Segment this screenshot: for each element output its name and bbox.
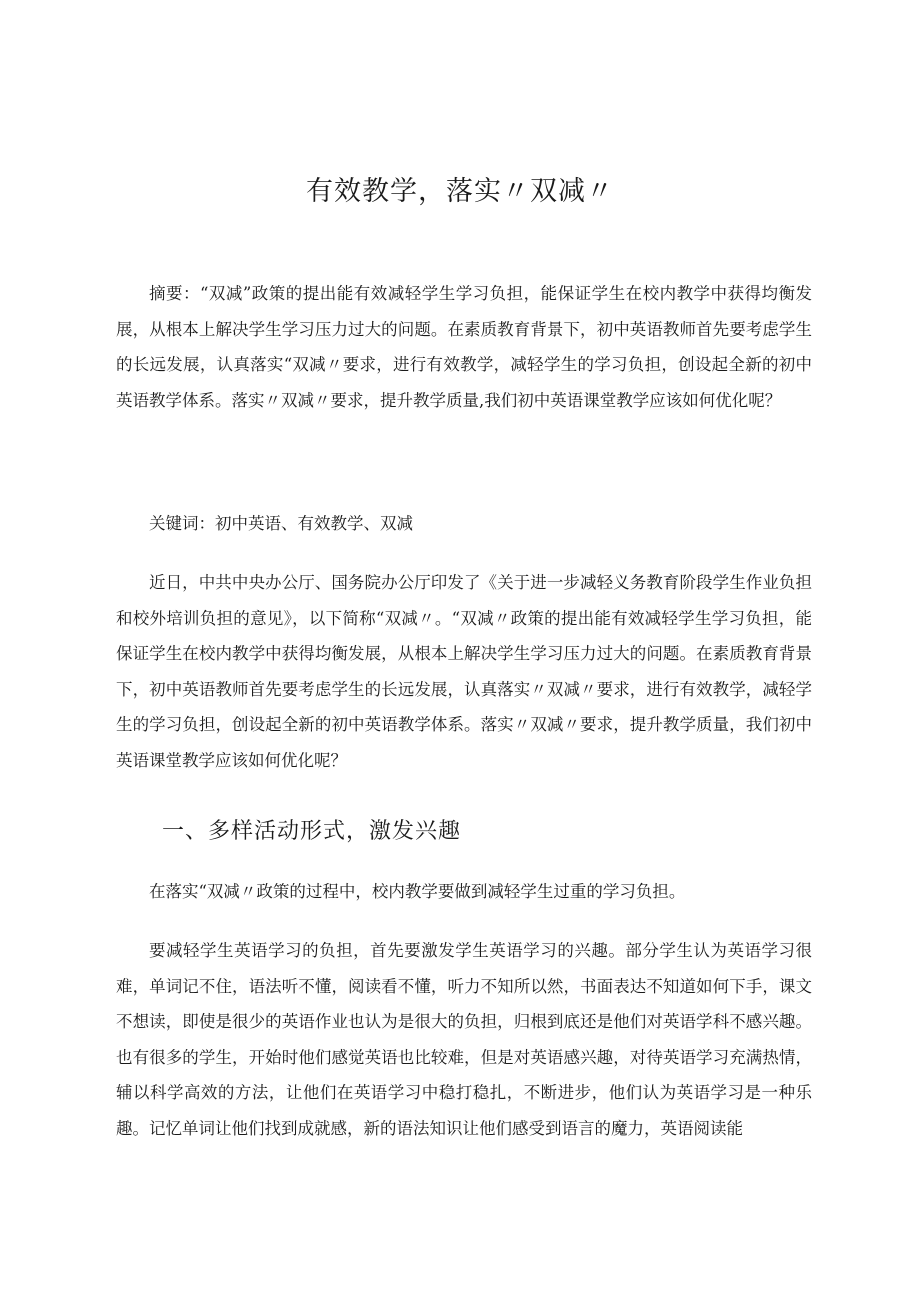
document-title: 有效教学，落实〃双减〃 (306, 176, 614, 207)
intro-paragraph: 近日，中共中央办公厅、国务院办公厅印发了《关于进一步减轻义务教育阶段学生作业负担和校外培训负担的意见》，以下简称“双减〃。“双减〃政策的提出能有效减轻学生学习负担，能保证学生在校内教学中获得均衡发展，从根本上解决学生学习压力过大的问题。在素质教育背景下，初中英语教师首先要考虑学生的长远发展，认真落实〃双减〃要求，进行有效教学，减轻学生的学习负担，创设起全新的初中英语教学体系。落实〃双减〃要求，提升教学质量，我们初中英语课堂教学应该如何优化呢？ (116, 573, 812, 770)
section-heading-1: 一、多样活动形式，激发兴趣 (162, 819, 462, 844)
section1-paragraph-2: 要减轻学生英语学习的负担，首先要激发学生英语学习的兴趣。部分学生认为英语学习很难，单词记不住，语法听不懂，阅读看不懂，听力不知所以然，书面表达不知道如何下手，课文不想读，即使是很少的英语作业也认为是很大的负担，归根到底还是他们对英语学科不感兴趣。也有很多的学生，开始时他们感觉英语也比较难，但是对英语感兴趣，对待英语学习充满热情，辅以科学高效的方法，让他们在英语学习中稳打稳扎，不断进步，他们认为英语学习是一种乐趣。记忆单词让他们找到成就感，新的语法知识让他们感受到语言的魔力，英语阅读能 (116, 941, 812, 1138)
abstract-paragraph: 摘要：“双减”政策的提出能有效减轻学生学习负担，能保证学生在校内教学中获得均衡发展，从根本上解决学生学习压力过大的问题。在素质教育背景下，初中英语教师首先要考虑学生的长远发展，认真落实“双减〃要求，进行有效教学，减轻学生的学习负担，创设起全新的初中英语教学体系。落实〃双减〃要求，提升教学质量,我们初中英语课堂教学应该如何优化呢？ (116, 284, 812, 410)
section1-paragraph-1: 在落实“双减〃政策的过程中，校内教学要做到减轻学生过重的学习负担。 (149, 882, 686, 901)
keywords-paragraph: 关键词：初中英语、有效教学、双减 (149, 514, 413, 533)
